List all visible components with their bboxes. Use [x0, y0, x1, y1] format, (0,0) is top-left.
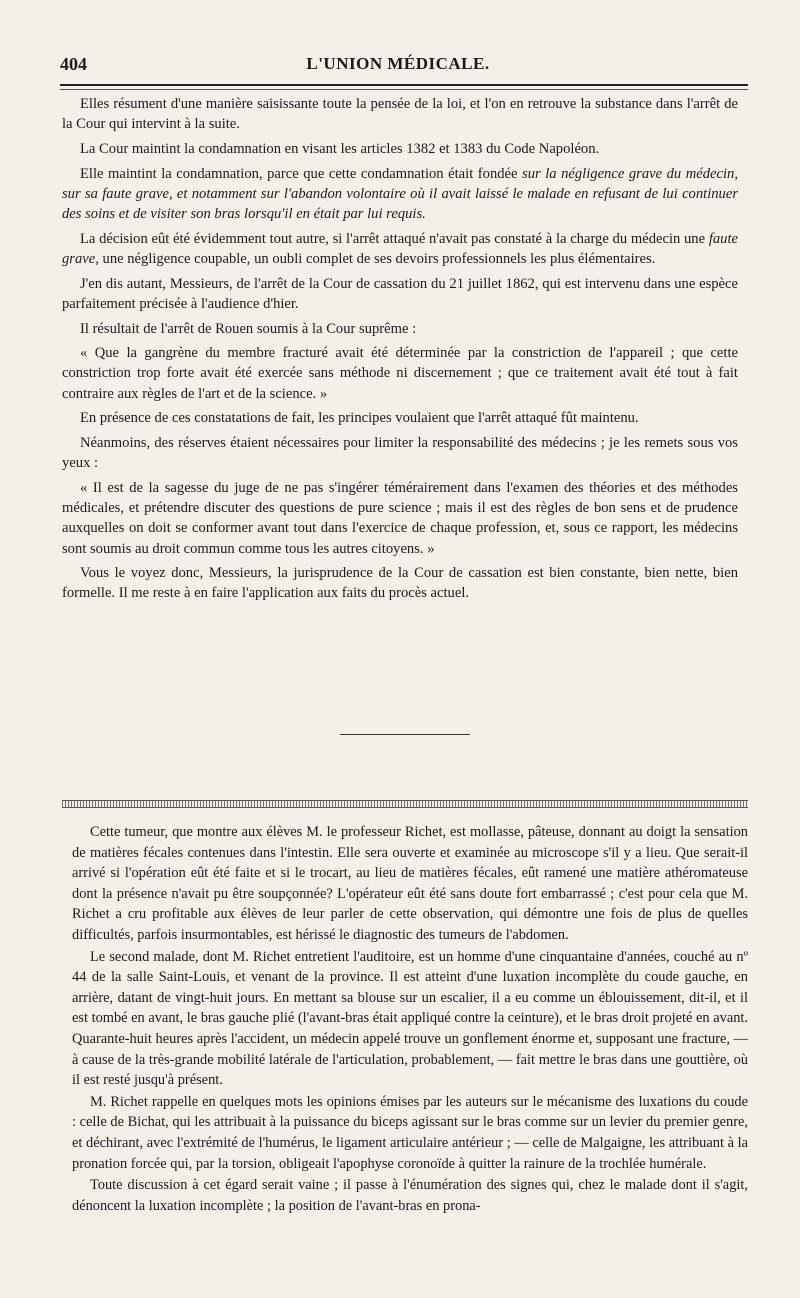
section-divider-short — [340, 734, 470, 735]
paragraph: Vous le voyez donc, Messieurs, la jurisprudence de la Cour de cassation est bien constante, bien nette, bien formelle. Il me reste à en faire l'application aux faits du procès actuel. — [62, 565, 738, 602]
paragraph: M. Richet rappelle en quelques mots les opinions émises par les auteurs sur le mécanisme des luxations du coude : celle de Bichat, qui les attribuait à la puissance du biceps agissant sur le bras comme sur un levier du premier genre, et déchirant, avec l'extrémité de l'humérus, le ligament articulaire antérieur ; — celle de Malgaigne, les attribuant à la pronation forcée qui, par la torsion, obligeait l'apophyse coronoïde à quitter la rainure de la trochlée humérale. — [72, 1093, 748, 1172]
paragraph: Cette tumeur, que montre aux élèves M. le professeur Richet, est mollasse, pâteuse, donnant au doigt la sensation de matières fécales contenues dans l'intestin. Elle sera ouverte et examinée au microscope s'il y a lieu. Que serait-il arrivé si l'opération eût été faite et si le trocart, au lieu de matières fécales, eût ramené une matière athéromateuse dont la présence n'avait pu être soupçonnée? L'opérateur eût été sans doute fort embarrassé ; c'est pour cela que M. Richet a cru profitable aux élèves de leur parler de cette observation, qui démontre une fois de plus de quelles difficultés, parfois insurmontables, est hérissé le diagnostic des tumeurs de l'abdomen. — [72, 824, 748, 943]
paragraph: La Cour maintint la condamnation en visant les articles 1382 et 1383 du Code Napoléon. — [80, 140, 600, 157]
text-span: Elle maintint la condamnation, parce que cette condamnation était fondée — [80, 165, 523, 182]
header-rule — [60, 84, 748, 90]
paragraph: Il résultait de l'arrêt de Rouen soumis à la Cour suprême : — [80, 320, 417, 337]
quote-paragraph: « Que la gangrène du membre fracturé avait été déterminée par la constriction de l'appareil ; que cette constriction trop forte avait été exercée sans méthode ni discernement ; que ce traitement avait été tout à fait contraire aux règles de l'art et de la science. » — [62, 345, 738, 402]
paragraph: Elles résument d'une manière saisissante toute la pensée de la loi, et l'on en retrouve la substance dans l'arrêt de la Cour qui intervint à la suite. — [62, 96, 738, 133]
quote-paragraph: « Il est de la sagesse du juge de ne pas s'ingérer témérairement dans l'examen des théories et des méthodes médicales, et prétendre discuter des questions de pure science ; mais il est des règles de bon sens et de prudence auxquelles on doit se conformer avant tout dans l'exercice de chaque profession, et, sous ce rapport, les médecins sont soumis au droit commun comme tous les autres citoyens. » — [62, 479, 738, 557]
page-number: 404 — [60, 54, 87, 74]
paragraph — [62, 164, 738, 225]
paragraph: Le second malade, dont M. Richet entretient l'auditoire, est un homme d'une cinquantaine d'années, couché au nº 44 de la salle Saint-Louis, et venant de la province. Il est atteint d'une luxation incomplète du coude gauche, en arrière, datant de vingt-huit jours. En mettant sa blouse sur un escalier, il a eu comme un éblouissement, dit-il, et il est tombé en avant, le bras gauche plié (l'avant-bras était appliqué contre la ceinture), et le bras droit projeté en avant. Quarante-huit heures après l'accident, un médecin appelé trouve un gonflement énorme et, supposant une fracture, — à cause de la très-grande mobilité latérale de l'articulation, probablement, — fait mettre le bras dans une gouttière, où il est resté jusqu'à présent. — [72, 948, 748, 1089]
italic-text: sur la négligence grave du médecin, sur sa faute grave, et notamment sur l'abandon volontaire où il avait laissé le malade en refusant de lui continuer des soins et de visiter son bras lorsqu'il en était par lui requis. — [62, 165, 738, 223]
paragraph — [62, 229, 738, 269]
paragraph: J'en dis autant, Messieurs, de l'arrêt de la Cour de cassation du 21 juillet 1862, qui est intervenu dans une espèce parfaitement précisée à l'audience d'hier. — [62, 275, 738, 312]
lower-text-block — [72, 822, 748, 1217]
page-header — [60, 50, 736, 80]
text-span: , une négligence coupable, un oubli complet de ses devoirs professionnels les plus élémentaires. — [95, 250, 656, 267]
text-span: La décision eût été évidemment tout autre, si l'arrêt attaqué n'avait pas constaté à la charge du médecin une — [80, 230, 709, 247]
upper-text-block — [62, 94, 738, 608]
paragraph: Toute discussion à cet égard serait vaine ; il passe à l'énumération des signes qui, chez le malade dont il s'agit, dénoncent la luxation incomplète ; la position de l'avant-bras en prona- — [72, 1177, 748, 1214]
italic-text: faute grave — [62, 230, 738, 267]
section-divider — [62, 800, 748, 808]
paragraph: Néanmoins, des réserves étaient nécessaires pour limiter la responsabilité des médecins ; je les remets sous vos yeux : — [62, 435, 738, 472]
paragraph: En présence de ces constatations de fait, les principes voulaient que l'arrêt attaqué fût maintenu. — [80, 410, 639, 427]
running-title: L'UNION MÉDICALE. — [306, 54, 490, 73]
